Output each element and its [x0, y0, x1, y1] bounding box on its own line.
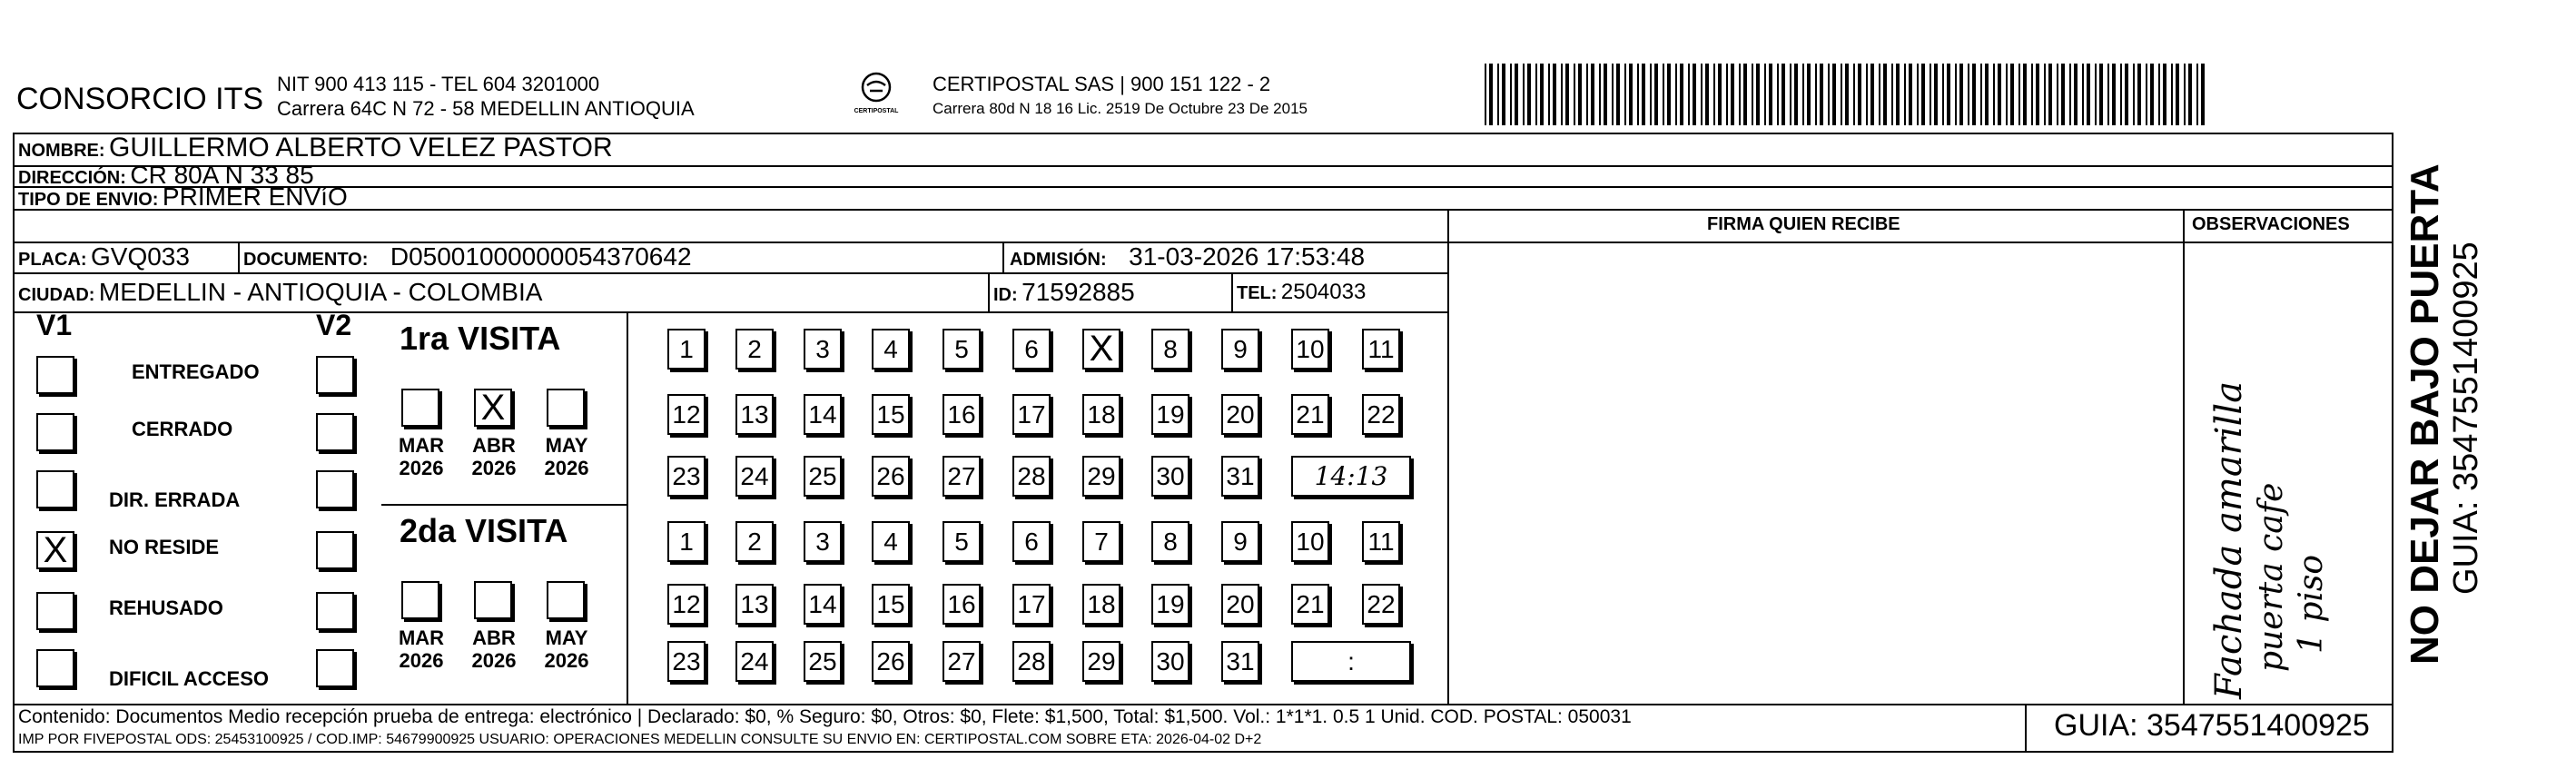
barcode-bar	[1781, 64, 1785, 125]
barcode-bar	[1739, 64, 1741, 125]
day-box[interactable]: 5	[943, 521, 981, 562]
barcode-bar	[1870, 64, 1874, 125]
barcode-bar	[1701, 64, 1703, 125]
day-box[interactable]: 6	[1012, 521, 1051, 562]
barcode-bar	[1578, 64, 1582, 125]
barcode-bar	[2107, 64, 2109, 125]
barcode-bar	[1548, 64, 1550, 125]
day-box[interactable]: 13	[735, 394, 774, 435]
id-row	[993, 274, 1135, 315]
barcode-bar	[2082, 64, 2084, 125]
barcode-bar	[1832, 64, 1836, 125]
admision-label: ADMISIÓN:	[1010, 250, 1107, 270]
year-label: 2026	[399, 457, 444, 479]
day-box[interactable]: 16	[943, 584, 981, 625]
day-box[interactable]: 28	[1012, 641, 1051, 682]
barcode-bar	[1841, 64, 1842, 125]
barcode-bar	[2048, 64, 2052, 125]
barcode-bar	[1523, 64, 1525, 125]
barcode-bar	[1642, 64, 1645, 125]
nombre-value: GUILLERMO ALBERTO VELEZ PASTOR	[109, 133, 613, 163]
reason-label: NO RESIDE	[109, 536, 220, 558]
day-box[interactable]: 8	[1151, 521, 1189, 562]
nombre-label: NOMBRE:	[18, 141, 105, 161]
v1-checkbox[interactable]: X	[36, 531, 74, 569]
barcode-bar	[2057, 64, 2058, 125]
barcode-bar	[1680, 64, 1683, 125]
barcode-bar	[1650, 64, 1652, 125]
barcode-bar	[1497, 64, 1499, 125]
observaciones-line-3: 1 piso	[2293, 554, 2330, 654]
barcode-bar	[1565, 64, 1569, 125]
day-box[interactable]: 23	[667, 456, 706, 497]
documento-row	[243, 242, 692, 277]
day-box[interactable]: 21	[1291, 394, 1329, 435]
barcode-bar	[2006, 64, 2008, 125]
barcode-bar	[2125, 64, 2128, 125]
day-box[interactable]: 19	[1151, 584, 1189, 625]
barcode-bar	[1540, 64, 1544, 125]
day-box[interactable]: 27	[943, 641, 981, 682]
barcode-bar	[1705, 64, 1709, 125]
barcode-bar	[2087, 64, 2090, 125]
barcode-bar	[1604, 64, 1607, 125]
barcode-bar	[1637, 64, 1639, 125]
barcode-bar	[2099, 64, 2103, 125]
footer-guia: GUIA: 3547551400925	[2054, 708, 2370, 743]
barcode-bar	[2031, 64, 2033, 125]
day-box[interactable]: 27	[943, 456, 981, 497]
barcode-bar	[1756, 64, 1760, 125]
barcode-bar	[1675, 64, 1677, 125]
day-box[interactable]: 19	[1151, 394, 1189, 435]
day-box[interactable]: 10	[1291, 521, 1329, 562]
footer-line-2: IMP POR FIVEPOSTAL ODS: 25453100925 / COD.IMP: 54679900925 USUARIO: OPERACIONES MEDELLIN CONSULTE SU ENVIO EN: CERTIPOSTAL.COM SOBRE ETA: 2026-04-02 D+2	[18, 732, 1262, 747]
barcode-bar	[2018, 64, 2020, 125]
day-box[interactable]: 23	[667, 641, 706, 682]
day-box[interactable]: 1	[667, 329, 706, 370]
tipo-row	[18, 182, 348, 213]
v2-checkbox[interactable]	[316, 531, 354, 569]
barcode-bar	[2176, 64, 2179, 125]
month-label: ABR	[472, 626, 516, 649]
v1-checkbox[interactable]	[36, 413, 74, 451]
barcode-bar	[1896, 64, 1900, 125]
barcode-bar	[1561, 64, 1563, 125]
year-label: 2026	[544, 649, 589, 672]
barcode-bar	[1985, 64, 1989, 125]
ciudad-row	[18, 274, 542, 315]
day-box[interactable]: 21	[1291, 584, 1329, 625]
v2-checkbox[interactable]	[316, 470, 354, 508]
v2-checkbox[interactable]	[316, 413, 354, 451]
day-box[interactable]: 31	[1221, 456, 1259, 497]
barcode-bar	[1807, 64, 1811, 125]
barcode-bar	[1667, 64, 1671, 125]
barcode-bar	[1515, 64, 1518, 125]
barcode-bar	[1553, 64, 1556, 125]
logo-text: CERTIPOSTAL	[854, 108, 899, 114]
placa-label: PLACA:	[18, 250, 87, 270]
day-box[interactable]: 31	[1221, 641, 1259, 682]
barcode-bar	[1743, 64, 1747, 125]
barcode-bar	[1815, 64, 1817, 125]
barcode-bar	[1955, 64, 1957, 125]
v2-checkbox[interactable]	[316, 592, 354, 630]
barcode-bar	[1489, 64, 1493, 125]
barcode-bar	[1934, 64, 1938, 125]
month-label: MAR	[398, 434, 445, 457]
barcode-bar	[1654, 64, 1658, 125]
day-box[interactable]: 29	[1082, 641, 1120, 682]
barcode-bar	[1790, 64, 1791, 125]
time-box[interactable]: 14:13	[1291, 456, 1411, 497]
documento-label: DOCUMENTO:	[243, 250, 369, 270]
v1-checkbox[interactable]	[36, 470, 74, 508]
barcode-bar	[1904, 64, 1906, 125]
barcode-bar	[1921, 64, 1925, 125]
day-box[interactable]: 30	[1151, 641, 1189, 682]
certipostal-line: CERTIPOSTAL SAS | 900 151 122 - 2	[933, 73, 1271, 95]
day-box[interactable]: 14	[804, 394, 842, 435]
company-address: Carrera 64C N 72 - 58 MEDELLIN ANTIOQUIA	[277, 97, 695, 120]
id-label: ID:	[993, 285, 1018, 305]
barcode-bar	[1802, 64, 1804, 125]
reason-label: DIFICIL ACCESO	[109, 667, 270, 690]
barcode-bar	[2184, 64, 2186, 125]
documento-value: D05001000000054370642	[390, 242, 692, 271]
barcode-bar	[1866, 64, 1868, 125]
barcode-bar	[2061, 64, 2065, 125]
day-box[interactable]: 25	[804, 456, 842, 497]
barcode-bar	[1777, 64, 1779, 125]
day-box[interactable]: 7	[1082, 521, 1120, 562]
day-box[interactable]: 18	[1082, 584, 1120, 625]
tel-value: 2504033	[1280, 280, 1367, 304]
barcode-bar	[1624, 64, 1626, 125]
day-box[interactable]: 10	[1291, 329, 1329, 370]
barcode-bar	[1726, 64, 1728, 125]
barcode-bar	[1879, 64, 1880, 125]
barcode-bar	[2044, 64, 2046, 125]
footer-line-1: Contenido: Documentos Medio recepción prueba de entrega: electrónico | Declarado: $0, % Seguro: $0, Otros: $0, Flete: $1,500, Total: $1,500. Vol.: 1*1*1. 0.5 1 Unid. COD. POSTAL: 050031	[18, 706, 1632, 727]
barcode-bar	[1769, 64, 1772, 125]
year-label: 2026	[399, 649, 444, 672]
barcode-bar	[2010, 64, 2014, 125]
v1-checkbox[interactable]	[36, 649, 74, 687]
observaciones-line-2: puerta cafe	[2253, 482, 2290, 672]
tel-row	[1237, 274, 1366, 313]
certipostal-logo-icon	[858, 71, 894, 104]
side-guia: GUIA: 3547551400925	[2447, 242, 2485, 595]
barcode-bar	[1947, 64, 1950, 125]
no-dejar-bajo-puerta: NO DEJAR BAJO PUERTA	[2403, 163, 2447, 665]
form-frame	[13, 133, 2393, 753]
tipo-label: TIPO DE ENVIO:	[18, 190, 159, 210]
day-box[interactable]: 8	[1151, 329, 1189, 370]
barcode-bar	[1510, 64, 1512, 125]
v2-label: V2	[316, 309, 352, 341]
barcode-bar	[1718, 64, 1722, 125]
day-box[interactable]: 22	[1362, 584, 1400, 625]
time-box[interactable]: :	[1291, 641, 1411, 682]
barcode-bar	[1845, 64, 1849, 125]
barcode-bar	[1968, 64, 1969, 125]
barcode-bar	[1853, 64, 1855, 125]
visit-title: 2da VISITA	[400, 512, 568, 549]
barcode-bar	[1930, 64, 1931, 125]
day-box[interactable]: 4	[872, 329, 910, 370]
day-box[interactable]: 6	[1012, 329, 1051, 370]
barcode-bar	[2112, 64, 2116, 125]
barcode-bar	[2036, 64, 2039, 125]
day-box[interactable]: 16	[943, 394, 981, 435]
barcode-bar	[1599, 64, 1601, 125]
tipo-value: PRIMER ENVíO	[162, 182, 348, 211]
v2-checkbox[interactable]	[316, 356, 354, 394]
day-box[interactable]: 28	[1012, 456, 1051, 497]
day-box[interactable]: 20	[1221, 584, 1259, 625]
barcode-bar	[2201, 64, 2205, 125]
barcode-bar	[1883, 64, 1887, 125]
direccion-value: CR 80A N 33 85	[130, 161, 314, 189]
barcode-bar	[1731, 64, 1734, 125]
year-label: 2026	[471, 649, 517, 672]
day-box[interactable]: 30	[1151, 456, 1189, 497]
barcode-bar	[1574, 64, 1575, 125]
placa-row	[18, 242, 190, 277]
barcode-bar	[2188, 64, 2192, 125]
observaciones-line-1: Fachada amarilla	[2208, 380, 2250, 699]
day-box[interactable]: 18	[1082, 394, 1120, 435]
day-box[interactable]: 5	[943, 329, 981, 370]
barcode-bar	[1485, 64, 1486, 125]
v1-label: V1	[36, 309, 73, 341]
barcode-bar	[1535, 64, 1537, 125]
barcode-bar	[1909, 64, 1912, 125]
day-box[interactable]: 3	[804, 521, 842, 562]
month-checkbox[interactable]: X	[474, 389, 512, 427]
day-box[interactable]: 3	[804, 329, 842, 370]
day-box[interactable]: 13	[735, 584, 774, 625]
day-box[interactable]: 9	[1221, 329, 1259, 370]
barcode-bar	[1972, 64, 1976, 125]
day-box[interactable]: 15	[872, 394, 910, 435]
barcode-bar	[1688, 64, 1690, 125]
barcode-bar	[1586, 64, 1588, 125]
day-box[interactable]: 4	[872, 521, 910, 562]
month-checkbox[interactable]	[401, 389, 439, 427]
reason-label: REHUSADO	[109, 597, 223, 619]
reason-label: CERRADO	[132, 418, 233, 440]
day-box[interactable]: 12	[667, 394, 706, 435]
barcode-bar	[2196, 64, 2198, 125]
barcode-bar	[2133, 64, 2135, 125]
barcode-bar	[1980, 64, 1982, 125]
barcode-bar	[1752, 64, 1753, 125]
admision-value: 31-03-2026 17:53:48	[1129, 242, 1366, 271]
month-label: MAR	[398, 626, 445, 649]
barcode-bar	[1693, 64, 1696, 125]
barcode-bar	[2163, 64, 2166, 125]
observaciones-header: OBSERVACIONES	[2192, 214, 2350, 234]
barcode-bar	[1616, 64, 1620, 125]
day-box[interactable]: 12	[667, 584, 706, 625]
barcode-bar	[2158, 64, 2160, 125]
day-box[interactable]: 29	[1082, 456, 1120, 497]
day-box[interactable]: 25	[804, 641, 842, 682]
barcode-bar	[2137, 64, 2141, 125]
certipostal-address: Carrera 80d N 18 16 Lic. 2519 De Octubre 23 De 2015	[933, 100, 1308, 117]
reason-label: ENTREGADO	[132, 360, 260, 383]
barcode-bar	[2095, 64, 2097, 125]
barcode-bar	[1713, 64, 1715, 125]
month-label: MAY	[545, 626, 588, 649]
barcode-bar	[1629, 64, 1633, 125]
year-label: 2026	[471, 457, 517, 479]
year-label: 2026	[544, 457, 589, 479]
id-value: 71592885	[1022, 278, 1135, 306]
ciudad-label: CIUDAD:	[18, 285, 95, 305]
v1-checkbox[interactable]	[36, 356, 74, 394]
admision-row	[1010, 242, 1365, 277]
day-box[interactable]: 2	[735, 521, 774, 562]
barcode	[1485, 64, 2211, 125]
barcode-bar	[1891, 64, 1893, 125]
tel-label: TEL:	[1237, 283, 1278, 303]
day-box[interactable]: 11	[1362, 329, 1400, 370]
day-box[interactable]: 17	[1012, 584, 1051, 625]
barcode-bar	[2074, 64, 2078, 125]
visit-title: 1ra VISITA	[400, 320, 561, 357]
day-box[interactable]: X	[1082, 329, 1120, 370]
day-box[interactable]: 15	[872, 584, 910, 625]
month-label: ABR	[472, 434, 516, 457]
day-box[interactable]: 26	[872, 641, 910, 682]
day-box[interactable]: 24	[735, 641, 774, 682]
day-box[interactable]: 20	[1221, 394, 1259, 435]
certipostal-logo	[849, 71, 903, 125]
v2-checkbox[interactable]	[316, 649, 354, 687]
barcode-bar	[1820, 64, 1823, 125]
day-box[interactable]: 22	[1362, 394, 1400, 435]
day-box[interactable]: 1	[667, 521, 706, 562]
ciudad-value: MEDELLIN - ANTIOQUIA - COLOMBIA	[98, 278, 543, 306]
barcode-bar	[1591, 64, 1594, 125]
barcode-bar	[1612, 64, 1614, 125]
barcode-bar	[2150, 64, 2154, 125]
barcode-bar	[2171, 64, 2173, 125]
firma-header: FIRMA QUIEN RECIBE	[1707, 214, 1900, 234]
day-box[interactable]: 2	[735, 329, 774, 370]
nombre-row	[18, 133, 613, 163]
barcode-bar	[2023, 64, 2027, 125]
direccion-label: DIRECCIÓN:	[18, 168, 126, 188]
month-checkbox[interactable]	[474, 581, 512, 619]
day-box[interactable]: 14	[804, 584, 842, 625]
placa-value: GVQ033	[91, 242, 190, 271]
month-checkbox[interactable]	[547, 581, 585, 619]
nit-line: NIT 900 413 115 - TEL 604 3201000	[277, 73, 600, 95]
month-checkbox[interactable]	[401, 581, 439, 619]
day-box[interactable]: 24	[735, 456, 774, 497]
barcode-bar	[1828, 64, 1830, 125]
month-label: MAY	[545, 434, 588, 457]
barcode-bar	[2146, 64, 2147, 125]
barcode-bar	[1764, 64, 1766, 125]
barcode-bar	[2120, 64, 2122, 125]
barcode-bar	[1527, 64, 1531, 125]
barcode-bar	[1993, 64, 1995, 125]
barcode-bar	[1942, 64, 1944, 125]
barcode-bar	[1858, 64, 1861, 125]
day-box[interactable]: 11	[1362, 521, 1400, 562]
month-checkbox[interactable]	[547, 389, 585, 427]
day-box[interactable]: 17	[1012, 394, 1051, 435]
v1-checkbox[interactable]	[36, 592, 74, 630]
reason-label: DIR. ERRADA	[109, 488, 241, 511]
barcode-bar	[2069, 64, 2071, 125]
barcode-bar	[1663, 64, 1664, 125]
company-name: CONSORCIO ITS	[16, 82, 264, 116]
day-box[interactable]: 26	[872, 456, 910, 497]
barcode-bar	[1794, 64, 1798, 125]
barcode-bar	[1917, 64, 1919, 125]
observaciones-notes	[2206, 381, 2332, 699]
barcode-bar	[1959, 64, 1963, 125]
barcode-bar	[1502, 64, 1505, 125]
barcode-bar	[1998, 64, 2001, 125]
day-box[interactable]: 9	[1221, 521, 1259, 562]
